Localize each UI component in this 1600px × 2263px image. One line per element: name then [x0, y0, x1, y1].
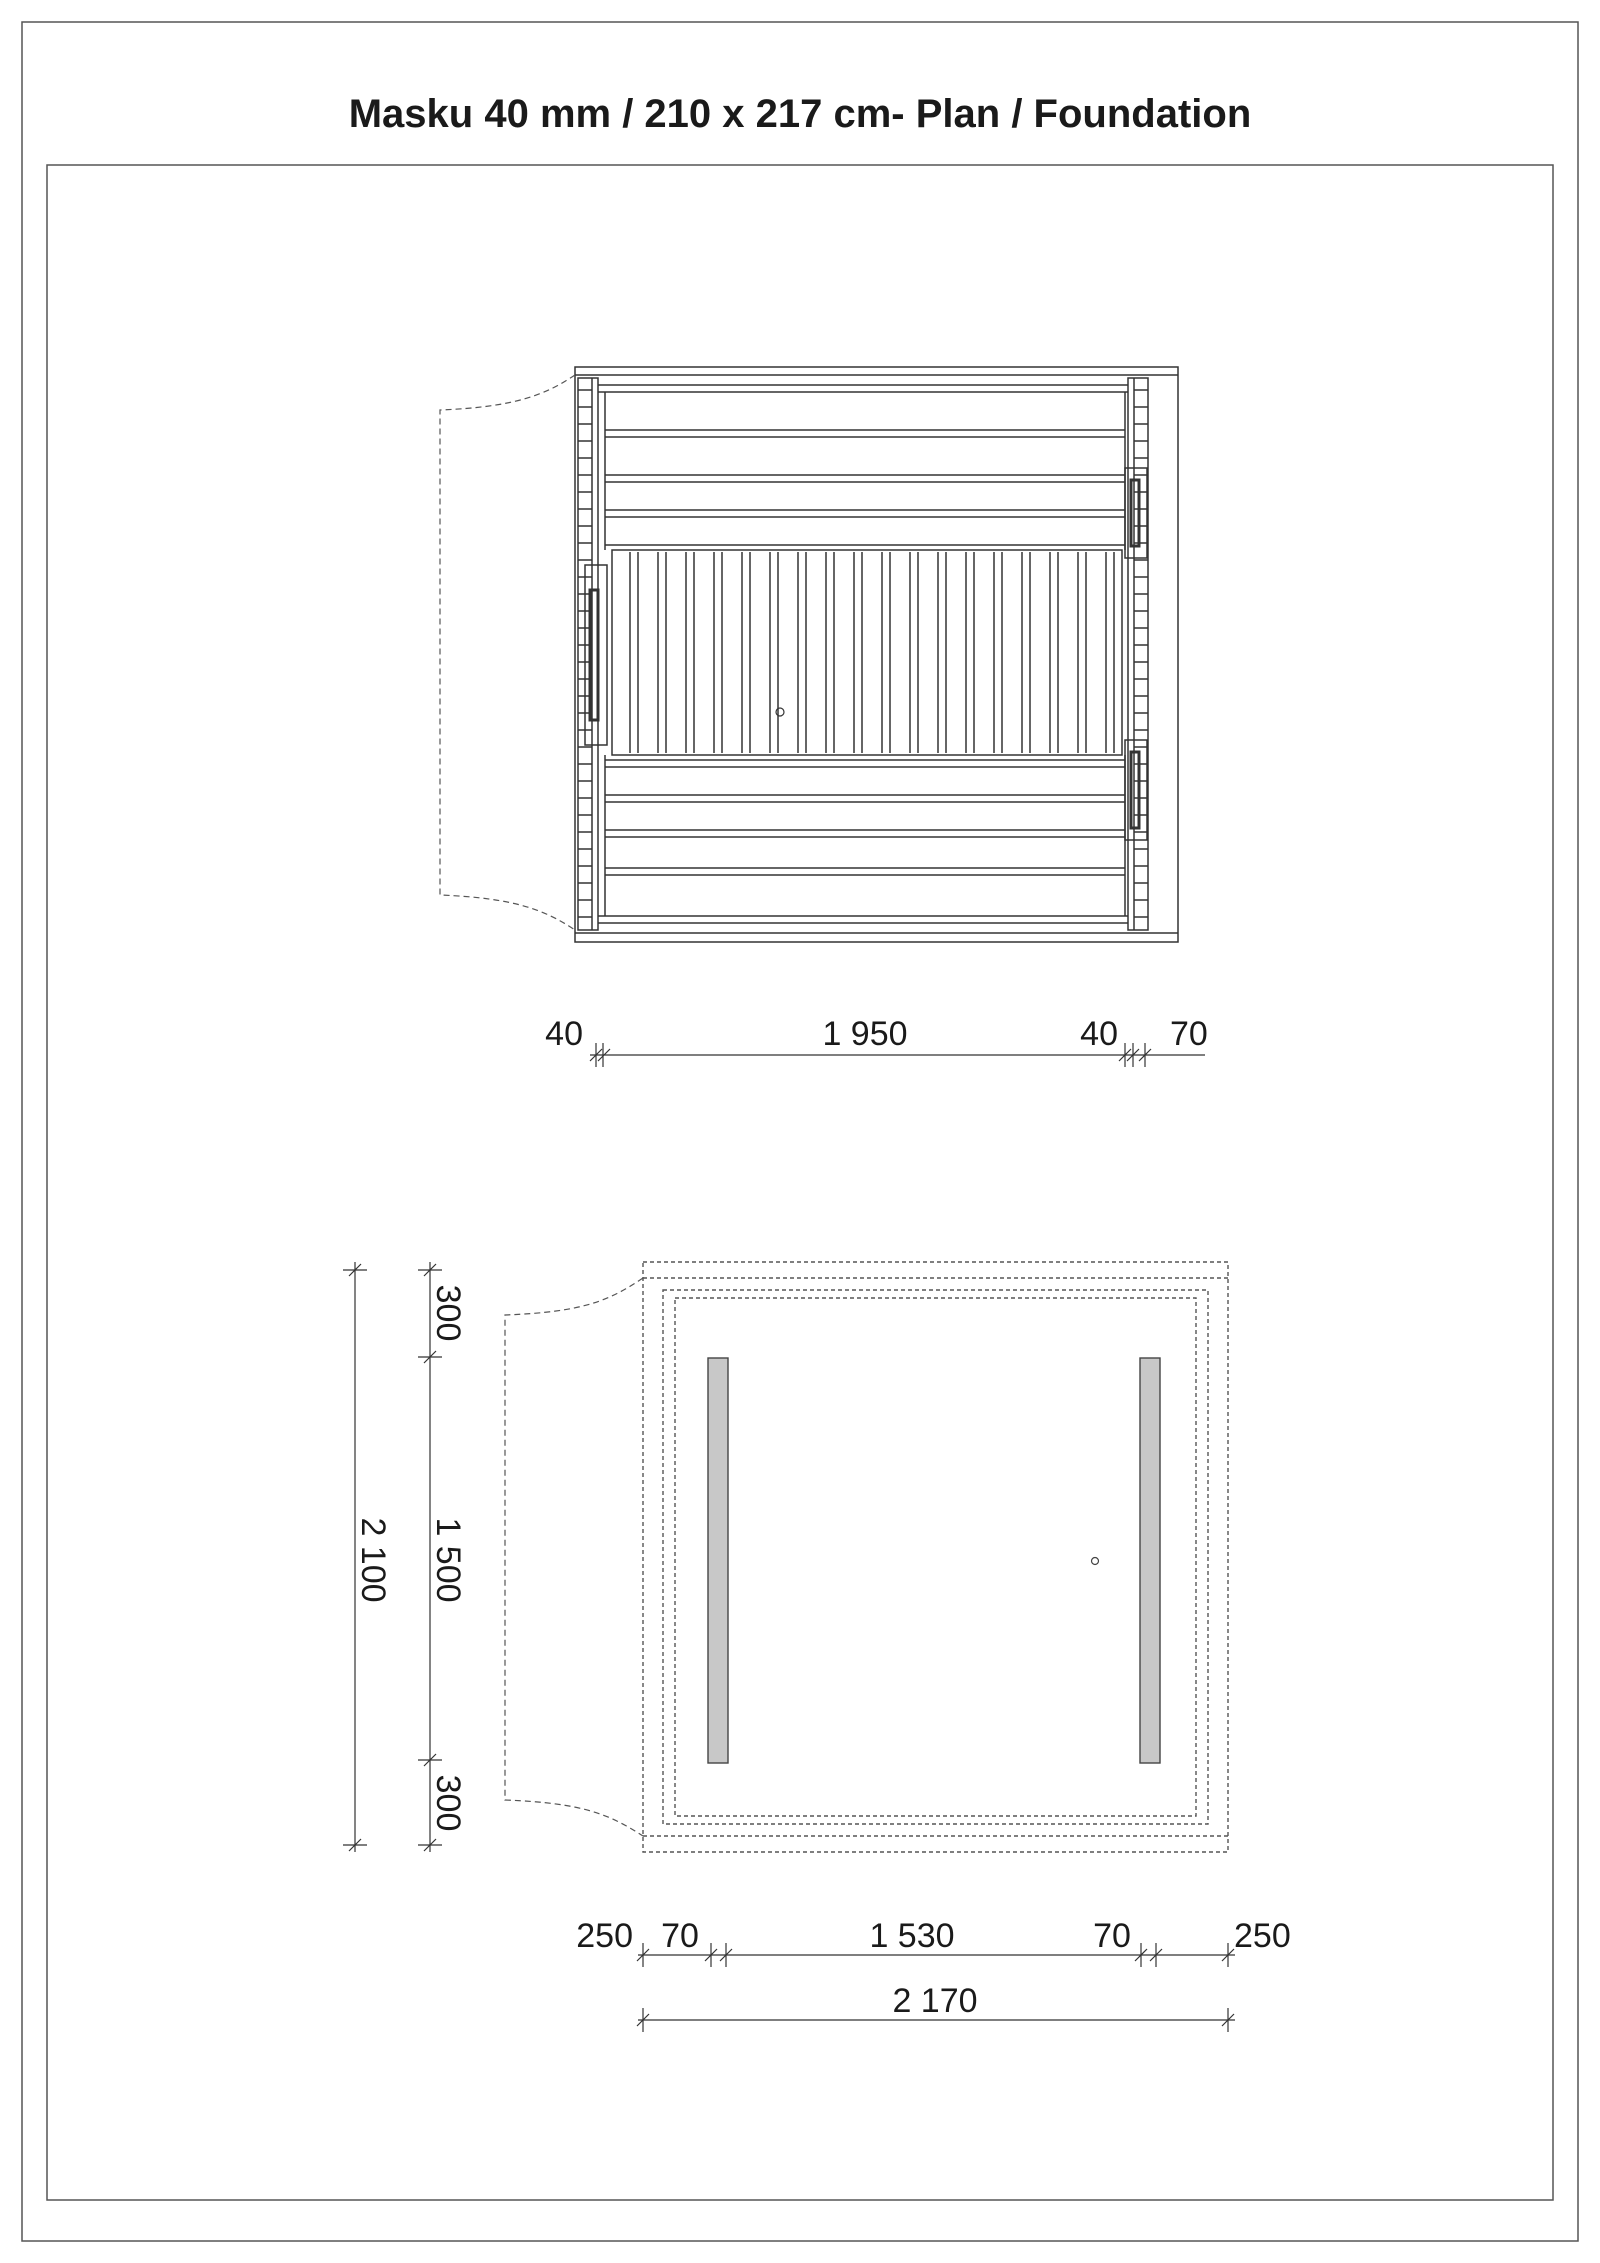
floor-grid	[612, 550, 1122, 755]
foundation-dim-back: 300	[429, 1774, 467, 1832]
foundation-inner-outline	[663, 1290, 1208, 1824]
plan-right-wall	[1128, 378, 1148, 930]
wall-logs-right	[1134, 390, 1148, 917]
foundation-beam-left	[708, 1358, 728, 1763]
foundation-dim-total-depth: 2 100	[354, 1517, 392, 1603]
floor-slats	[630, 552, 1114, 753]
foundation-dim-middle: 1 500	[429, 1517, 467, 1603]
floor-plan	[575, 367, 1178, 942]
plan-door-swing	[440, 375, 575, 930]
plan-dim-inner: 1 950	[822, 1015, 908, 1053]
lower-bench	[605, 755, 1125, 916]
drawing-title: Masku 40 mm / 210 x 217 cm- Plan / Foundation	[348, 92, 1252, 136]
plan-left-wall	[578, 378, 598, 930]
inner-frame	[47, 165, 1553, 2200]
plan-left-window	[585, 565, 607, 745]
upper-bench	[605, 392, 1125, 550]
plan-dim-wall-right: 40	[1080, 1015, 1118, 1053]
foundation-dim-overhang-left: 250	[576, 1917, 633, 1955]
outer-frame	[22, 22, 1578, 2241]
foundation-dim-wall-right: 70	[1093, 1917, 1131, 1955]
plan-dim-wall-left: 40	[545, 1015, 583, 1053]
foundation-dim-overhang-right: 250	[1234, 1917, 1291, 1955]
foundation-dim-wall-left: 70	[661, 1917, 699, 1955]
plan-dim-overhang: 70	[1170, 1015, 1208, 1053]
foundation-dim-front: 300	[429, 1284, 467, 1342]
plan-drain-marker	[776, 708, 784, 716]
foundation-dim-total-width: 2 170	[892, 1982, 978, 2020]
foundation-beam-right	[1140, 1358, 1160, 1763]
foundation-drain-marker	[1092, 1558, 1099, 1565]
foundation-door-swing	[505, 1278, 643, 1836]
foundation-dim-inner: 1 530	[869, 1917, 955, 1955]
